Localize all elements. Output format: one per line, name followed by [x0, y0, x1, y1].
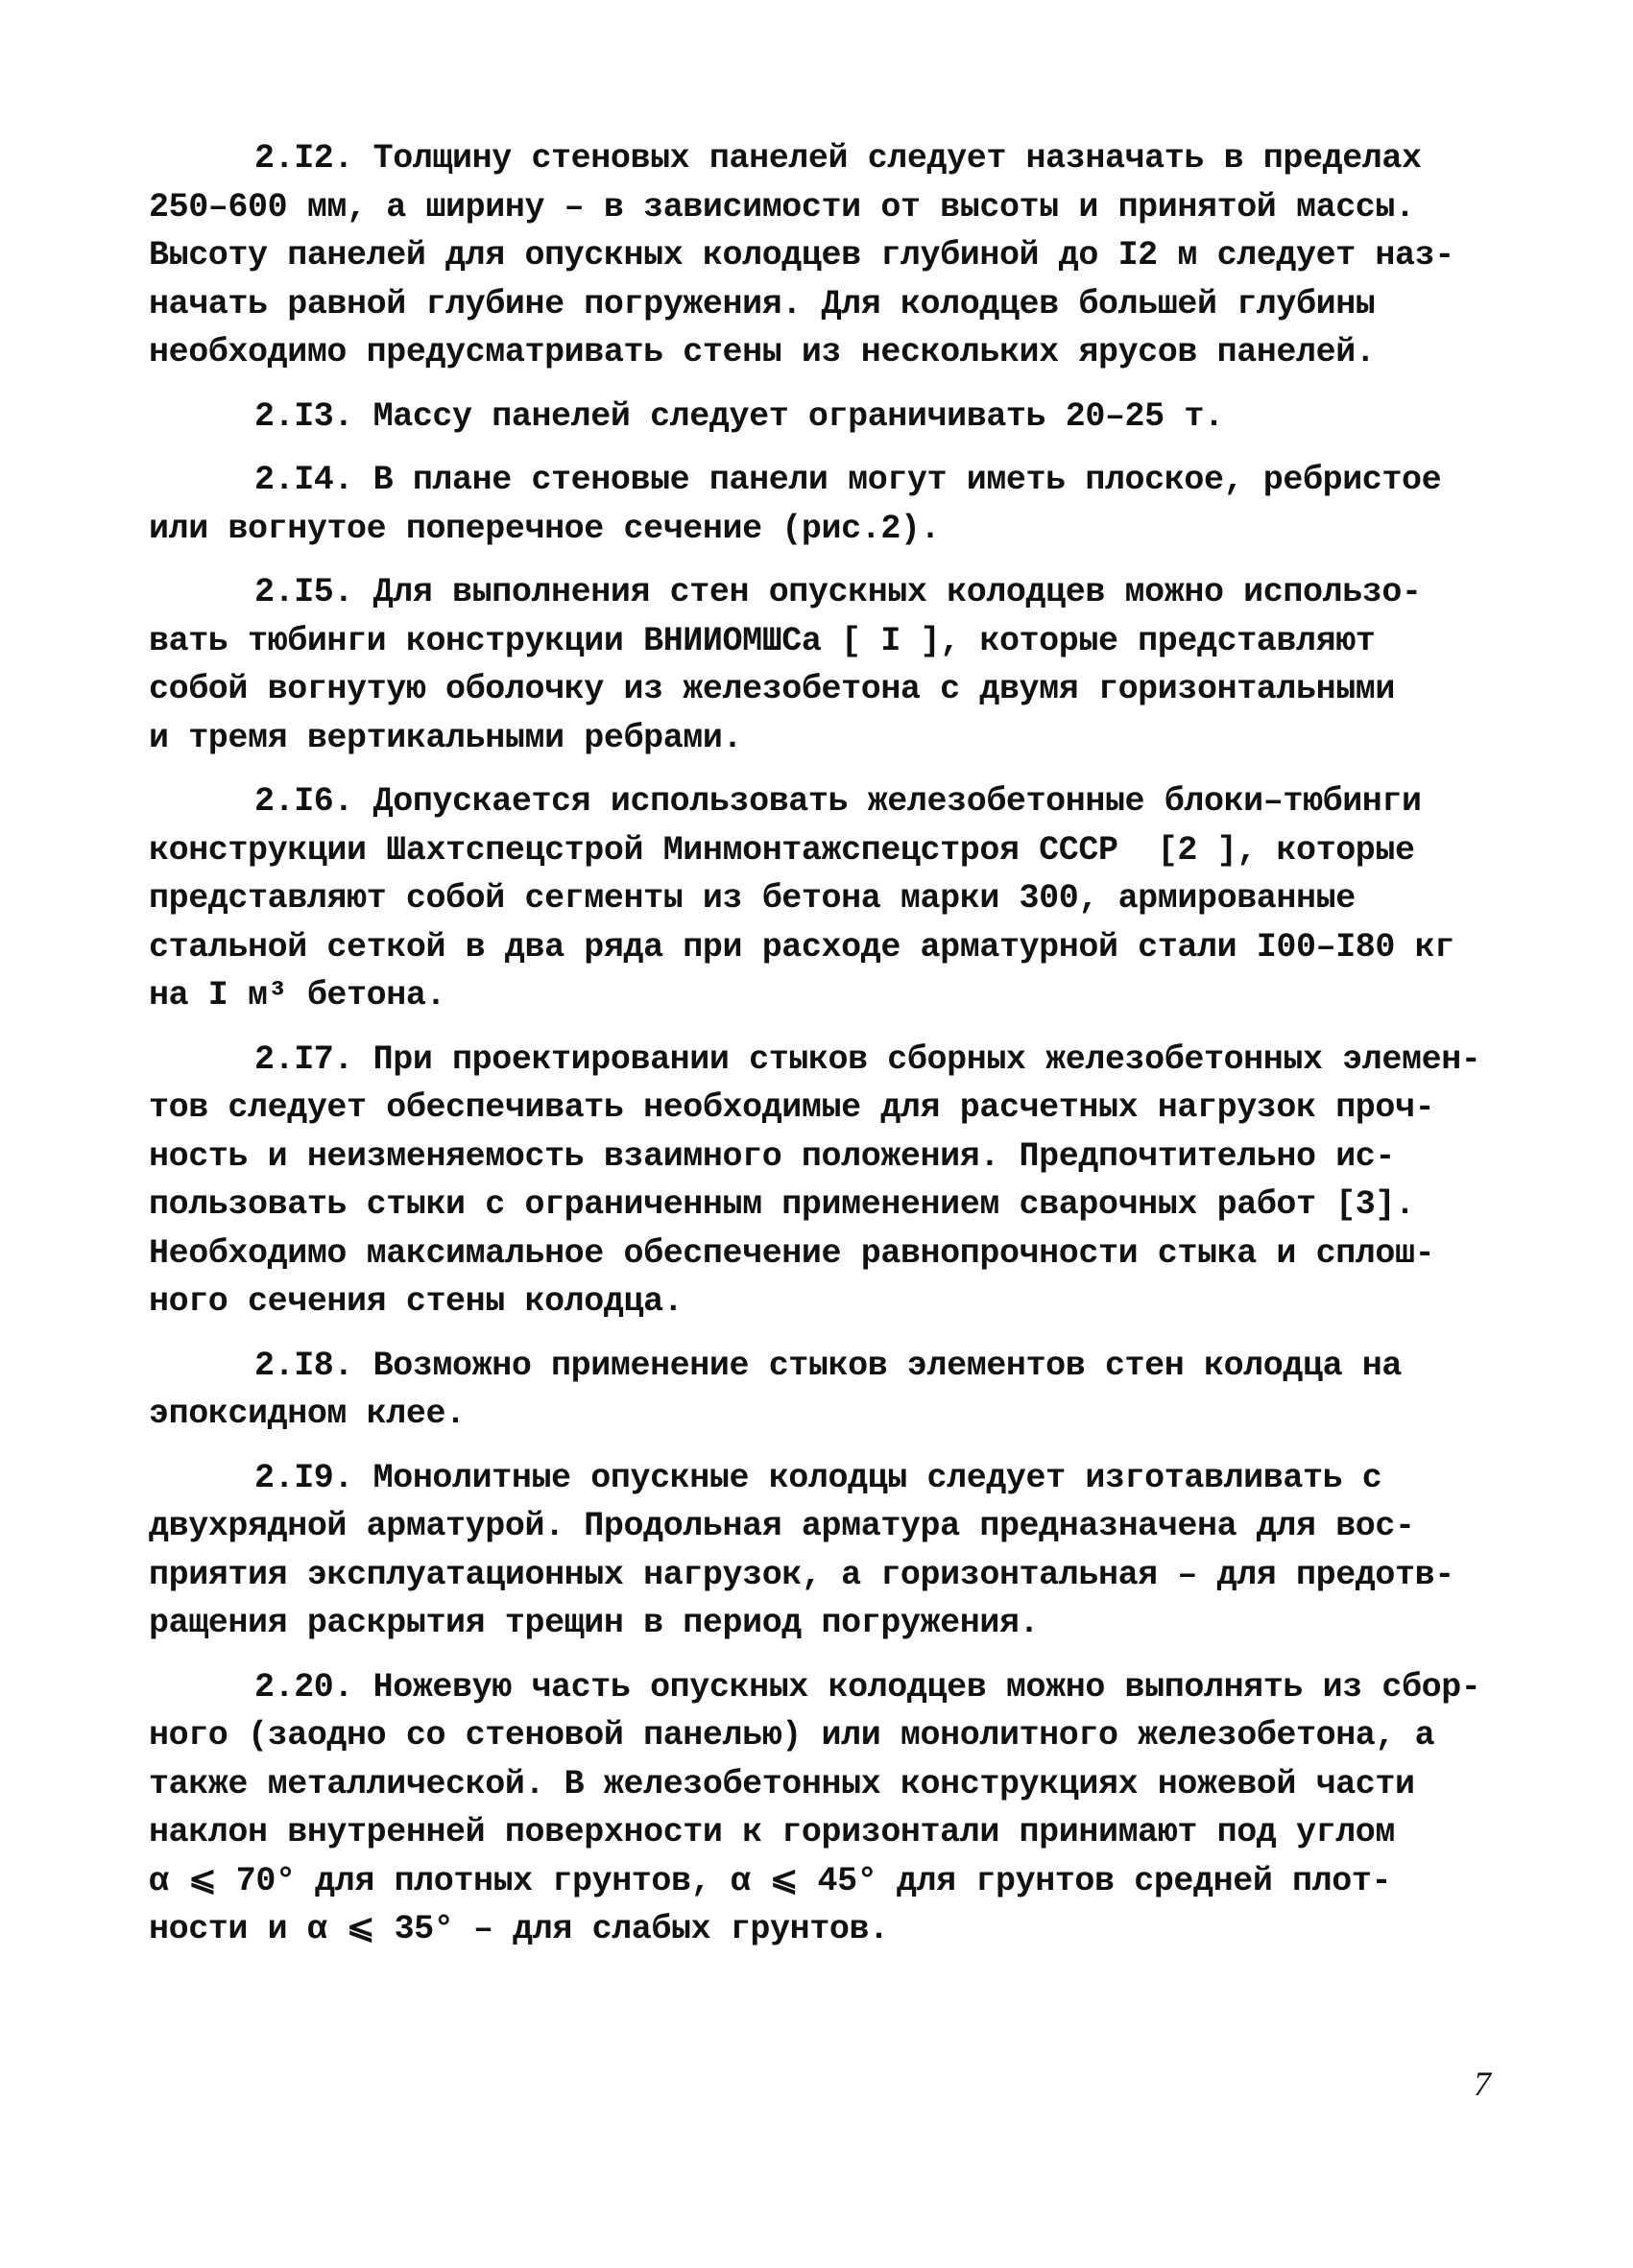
text-line: α ⩽ 70° для плотных грунтов, α ⩽ 45° для грунтов средней плот- [149, 1861, 1392, 1900]
text-line: также металлической. В железобетонных конструкциях ножевой части [149, 1764, 1415, 1803]
document-body [149, 134, 1531, 1970]
page-number: 7 [1474, 2065, 1491, 2103]
text-line: стальной сеткой в два ряда при расходе арматурной стали I00–I80 кг [149, 927, 1454, 967]
text-line: на I м³ бетона. [149, 976, 446, 1015]
text-line: конструкции Шахтспецстрой Минмонтажспецстроя СССР [2 ], которые [149, 830, 1415, 870]
text-line: пользовать стыки с ограниченным применением сварочных работ [3]. [149, 1185, 1415, 1224]
paragraph-2-13 [149, 393, 1531, 442]
text-line: 2.I5. Для выполнения стен опускных колодцев можно использо- [254, 573, 1422, 611]
paragraph-2-17 [149, 1036, 1531, 1326]
text-line: 2.20. Ножевую часть опускных колодцев можно выполнять из сбор- [254, 1667, 1481, 1707]
paragraph-2-14 [149, 456, 1531, 553]
paragraph-2-18 [149, 1342, 1531, 1439]
text-line: 2.I6. Допускается использовать железобетонные блоки–тюбинги [254, 782, 1422, 821]
text-line: 2.I7. При проектировании стыков сборных железобетонных элемен- [254, 1039, 1481, 1079]
text-line: собой вогнутую оболочку из железобетона с двумя горизонтальными [149, 670, 1396, 708]
text-line: наклон внутренней поверхности к горизонтали принимают под углом [149, 1813, 1396, 1851]
text-line: представляют собой сегменты из бетона марки 300, армированные [149, 879, 1356, 918]
text-line: Необходимо максимальное обеспечение равнопрочности стыка и сплош- [149, 1233, 1435, 1273]
text-line: или вогнутое поперечное сечение (рис.2). [149, 509, 941, 548]
text-line: ного (заодно со стеновой панелью) или монолитного железобетона, а [149, 1716, 1435, 1755]
paragraph-2-15 [149, 568, 1531, 762]
paragraph-2-20 [149, 1663, 1531, 1954]
text-line: и тремя вертикальными ребрами. [149, 718, 743, 757]
text-line: начать равной глубине погружения. Для колодцев большей глубины [149, 284, 1376, 323]
text-line: 2.I3. Массу панелей следует ограничивать 20–25 т. [254, 396, 1224, 436]
text-line: необходимо предусматривать стены из нескольких ярусов панелей. [149, 333, 1376, 371]
text-line: 2.I2. Толщину стеновых панелей следует назначать в пределах [254, 139, 1422, 178]
text-line: 2.I9. Монолитные опускные колодцы следует изготавливать с [254, 1458, 1382, 1497]
text-line: ности и α ⩽ 35° – для слабых грунтов. [149, 1910, 889, 1948]
text-line: 250–600 мм, а ширину – в зависимости от высоты и принятой массы. [149, 187, 1415, 227]
paragraph-2-12 [149, 134, 1531, 377]
paragraph-2-19 [149, 1454, 1531, 1648]
text-line: эпоксидном клее. [149, 1395, 466, 1433]
text-line: ного сечения стены колодца. [149, 1282, 684, 1321]
text-line: 2.I4. В плане стеновые панели могут иметь плоское, ребристое [254, 461, 1442, 499]
text-line: вать тюбинги конструкции ВНИИОМШСа [ I ], которые представляют [149, 621, 1376, 660]
text-line: тов следует обеспечивать необходимые для расчетных нагрузок проч- [149, 1088, 1435, 1127]
text-line: ращения раскрытия трещин в период погружения. [149, 1604, 1040, 1642]
text-line: Высоту панелей для опускных колодцев глубиной до I2 м следует наз- [149, 236, 1454, 275]
text-line: приятия эксплуатационных нагрузок, а горизонтальная – для предотв- [149, 1555, 1454, 1594]
text-line: двухрядной арматурой. Продольная арматура предназначена для вос- [149, 1507, 1415, 1545]
text-line: 2.I8. Возможно применение стыков элементов стен колодца на [254, 1346, 1402, 1385]
paragraph-2-16 [149, 777, 1531, 1020]
text-line: ность и неизменяемость взаимного положения. Предпочтительно ис- [149, 1136, 1396, 1176]
